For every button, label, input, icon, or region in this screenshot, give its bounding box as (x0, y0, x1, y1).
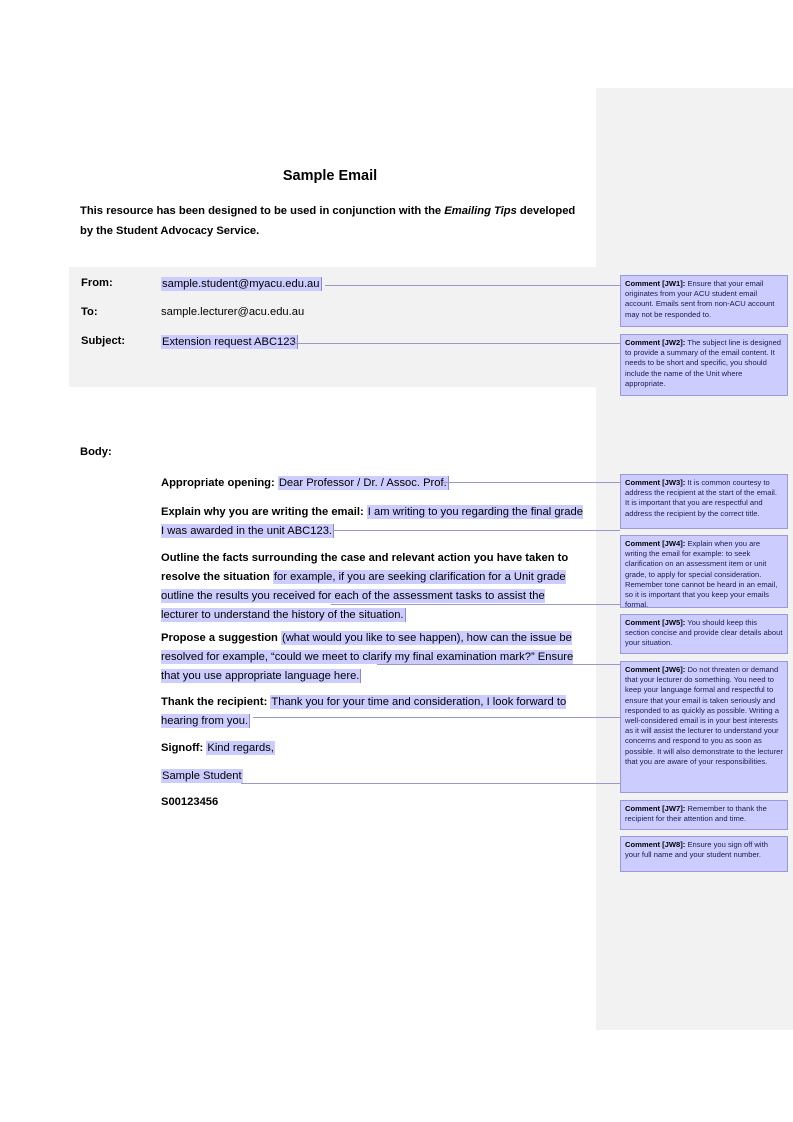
text-suggestion[interactable]: (what would you like to see happen), how can the issue be resolved for example, “could we meet to clarify my final examination mark?” Ensure that you use appropriate language here. (161, 632, 574, 682)
comment-jw5[interactable] (620, 614, 788, 654)
leader-line-1 (325, 285, 620, 286)
comment-jw8-text: Ensure you sign off with your full name and your student number. (625, 840, 768, 860)
text-opening[interactable]: Dear Professor / Dr. / Assoc. Prof. (278, 477, 447, 489)
comment-jw8[interactable] (620, 836, 788, 872)
comment-jw1[interactable] (620, 275, 788, 327)
leader-line-6 (377, 664, 620, 665)
leader-line-4 (334, 530, 620, 531)
from-value[interactable]: sample.student@myacu.edu.au (162, 278, 320, 290)
body-line-opening (161, 474, 585, 493)
comment-jw3-text: It is common courtesy to address the recipient at the start of the email. It is important that you are respectful and address the recipient by the correct title. (625, 478, 777, 518)
comment-jw4-tag: Comment [JW4]: (625, 539, 686, 548)
comment-jw2-tag: Comment [JW2]: (625, 338, 686, 347)
leader-line-5 (331, 604, 620, 605)
leader-line-3 (443, 482, 620, 483)
to-value[interactable]: sample.lecturer@acu.edu.au (161, 306, 305, 318)
text-signoff[interactable]: Kind regards, (207, 742, 274, 754)
body-line-facts (161, 549, 585, 625)
body-line-reason (161, 503, 585, 541)
prompt-reason: Explain why you are writing the email: (161, 506, 367, 518)
prompt-opening: Appropriate opening: (161, 477, 278, 489)
comment-jw1-text: Ensure that your email originates from your ACU student email account. Emails sent from non-ACU account may not be responded to. (625, 279, 775, 319)
prompt-facts: Outline the facts surrounding the case and relevant action you have taken to resolve the situation (161, 552, 569, 583)
leader-line-2 (291, 343, 620, 344)
intro-italic: Emailing Tips (444, 205, 517, 217)
signoff-name-text[interactable]: Sample Student (162, 770, 242, 782)
body-line-suggestion (161, 629, 585, 686)
comment-jw6[interactable] (620, 661, 788, 793)
to-label: To: (81, 306, 98, 318)
comment-jw7-text: Remember to thank the recipient for their attention and time. (625, 804, 767, 824)
comment-jw7-tag: Comment [JW7]: (625, 804, 686, 813)
leader-line-7 (253, 717, 620, 718)
body-label: Body: (80, 446, 112, 458)
comment-jw8-tag: Comment [JW8]: (625, 840, 686, 849)
from-label: From: (81, 277, 113, 289)
body-line-thanks (161, 693, 585, 731)
prompt-thanks: Thank the recipient: (161, 696, 271, 708)
comment-jw1-tag: Comment [JW1]: (625, 279, 686, 288)
body-line-signoff (161, 739, 585, 758)
signoff-name (161, 767, 243, 786)
subject-value[interactable]: Extension request ABC123 (162, 336, 296, 348)
leader-line-8 (241, 783, 620, 784)
comment-jw2[interactable] (620, 334, 788, 396)
comment-jw2-text: The subject line is designed to provide a summary of the email content. It needs to be short and specific, you should include the name of the Unit where appropriate. (625, 338, 782, 388)
text-facts[interactable]: for example, if you are seeking clarification for a Unit grade outline the results you received for each of the assessment tasks to assist the lecturer to understand the history of the situation. (161, 571, 566, 621)
comment-jw3-tag: Comment [JW3]: (625, 478, 686, 487)
header-row-to (69, 306, 596, 324)
text-reason[interactable]: I am writing to you regarding the final grade I was awarded in the unit ABC123. (161, 506, 583, 537)
text-thanks[interactable]: Thank you for your time and consideration, I look forward to hearing from you. (161, 696, 567, 727)
comment-jw6-tag: Comment [JW6]: (625, 665, 686, 674)
student-id: S00123456 (161, 796, 219, 808)
comment-jw3[interactable] (620, 474, 788, 529)
comment-jw4[interactable] (620, 535, 788, 608)
header-row-subject (69, 335, 596, 353)
comment-jw5-text: You should keep this section concise and provide clear details about your situation. (625, 618, 783, 648)
prompt-signoff: Signoff: (161, 742, 207, 754)
intro-suffix: developed by the Student Advocacy Service. (80, 205, 576, 237)
comment-jw5-tag: Comment [JW5]: (625, 618, 686, 627)
header-row-from (69, 277, 596, 295)
comment-jw4-text: Explain when you are writing the email for example: to seek clarification on an assessment item or unit grade, to apply for special consideration. Remember tone cannot be heard in an email, so it is important that you keep your emails formal. (625, 539, 778, 610)
intro-paragraph (80, 201, 580, 241)
intro-prefix: This resource has been designed to be used in conjunction with the (80, 205, 445, 217)
prompt-suggestion: Propose a suggestion (161, 632, 281, 644)
comment-jw6-text: Do not threaten or demand that your lecturer do something. You need to keep your language formal and respectful to ensure that your email is taken seriously and responded to as quickly as possible. Writing a well-considered email is in your best interests as it will assist the lecturer to understand your concerns and respond to you as soon as possible. It will also demonstrate to the lecturer that you are aware of your responsibilities. (625, 665, 783, 766)
page-title: Sample Email (282, 168, 378, 184)
subject-label: Subject: (81, 335, 126, 347)
comment-jw7[interactable] (620, 800, 788, 830)
